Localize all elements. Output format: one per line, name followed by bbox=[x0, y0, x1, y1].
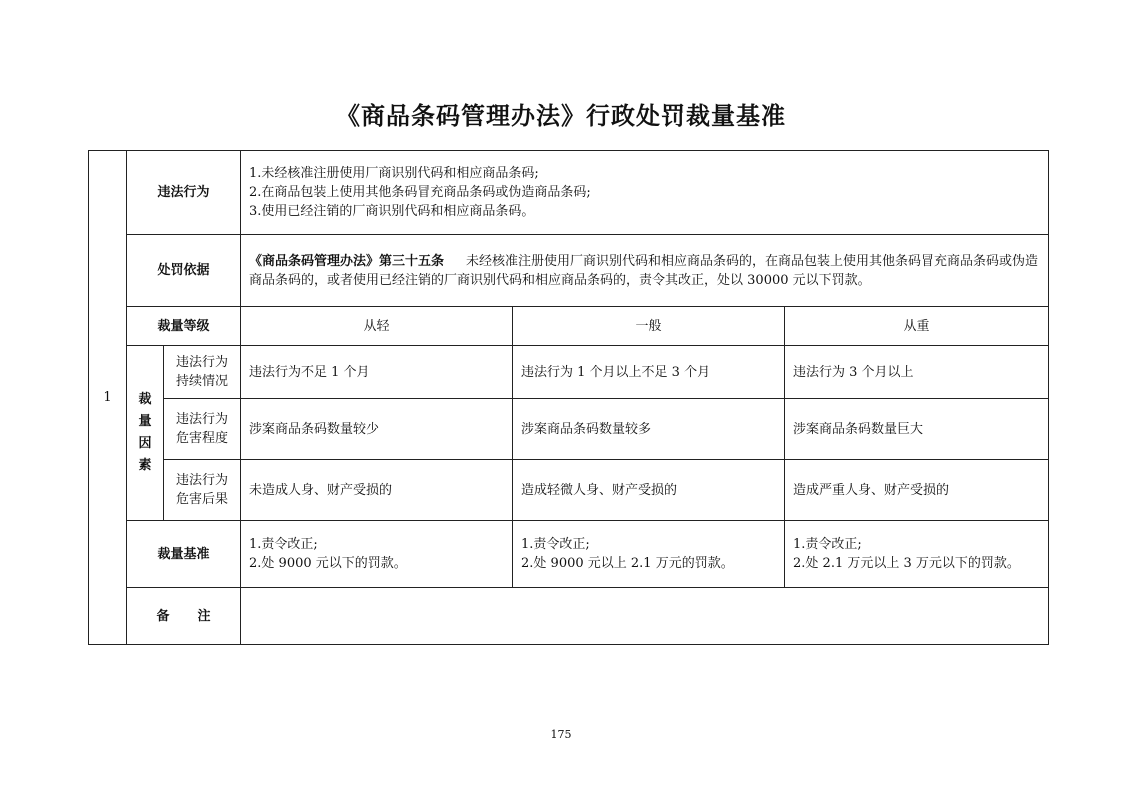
standard-heavy: 1.责令改正; 2.处 2.1 万元以上 3 万元以下的罚款。 bbox=[785, 521, 1049, 588]
factor-name: 违法行为 危害程度 bbox=[164, 399, 241, 460]
violation-line: 3.使用已经注销的厂商识别代码和相应商品条码。 bbox=[249, 204, 535, 219]
remarks-row bbox=[89, 588, 1049, 645]
violation-line: 2.在商品包装上使用其他条码冒充商品条码或伪造商品条码; bbox=[249, 185, 591, 200]
factor-name: 违法行为 持续情况 bbox=[164, 346, 241, 399]
factors-label: 裁 量 因 素 bbox=[127, 346, 164, 521]
factor-name: 违法行为 危害后果 bbox=[164, 460, 241, 521]
document-title: 《商品条码管理办法》行政处罚裁量基准 bbox=[336, 101, 786, 130]
factor-light: 违法行为不足 1 个月 bbox=[241, 346, 513, 399]
factor-light: 涉案商品条码数量较少 bbox=[241, 399, 513, 460]
remarks-label: 备 注 bbox=[127, 588, 241, 645]
factor-normal: 涉案商品条码数量较多 bbox=[513, 399, 785, 460]
penalty-table bbox=[88, 150, 1049, 645]
factor-heavy: 造成严重人身、财产受损的 bbox=[785, 460, 1049, 521]
factor-light: 未造成人身、财产受损的 bbox=[241, 460, 513, 521]
levels-row bbox=[89, 307, 1049, 346]
basis-row bbox=[89, 235, 1049, 307]
violation-content bbox=[241, 151, 1049, 235]
factor-heavy: 违法行为 3 个月以上 bbox=[785, 346, 1049, 399]
row-number: 1 bbox=[89, 151, 127, 645]
violation-line: 1.未经核准注册使用厂商识别代码和相应商品条码; bbox=[249, 166, 539, 181]
basis-content bbox=[241, 235, 1049, 307]
basis-text: 未经核准注册使用厂商识别代码和相应商品条码的，在商品包装上使用其他条码冒充商品条码或伪造商品条码的，或者使用已经注销的厂商识别代码和相应商品条码的，责令其改正，处以 30000 元以下罚款。 bbox=[249, 253, 1039, 288]
standard-normal: 1.责令改正; 2.处 9000 元以上 2.1 万元的罚款。 bbox=[513, 521, 785, 588]
factor-normal: 违法行为 1 个月以上不足 3 个月 bbox=[513, 346, 785, 399]
level-normal: 一般 bbox=[513, 307, 785, 346]
levels-label: 裁量等级 bbox=[127, 307, 241, 346]
violation-row bbox=[89, 151, 1049, 235]
level-heavy: 从重 bbox=[785, 307, 1049, 346]
standard-row bbox=[89, 521, 1049, 588]
basis-label: 处罚依据 bbox=[127, 235, 241, 307]
factor-row bbox=[89, 399, 1049, 460]
law-article-title: 《商品条码管理办法》第三十五条 bbox=[249, 253, 445, 269]
factor-row bbox=[89, 346, 1049, 399]
factor-normal: 造成轻微人身、财产受损的 bbox=[513, 460, 785, 521]
violation-label: 违法行为 bbox=[127, 151, 241, 235]
factor-heavy: 涉案商品条码数量巨大 bbox=[785, 399, 1049, 460]
remarks-content bbox=[241, 588, 1049, 645]
page-number: 175 bbox=[550, 728, 572, 741]
level-light: 从轻 bbox=[241, 307, 513, 346]
standard-light: 1.责令改正; 2.处 9000 元以下的罚款。 bbox=[241, 521, 513, 588]
standard-label: 裁量基准 bbox=[127, 521, 241, 588]
factor-row bbox=[89, 460, 1049, 521]
